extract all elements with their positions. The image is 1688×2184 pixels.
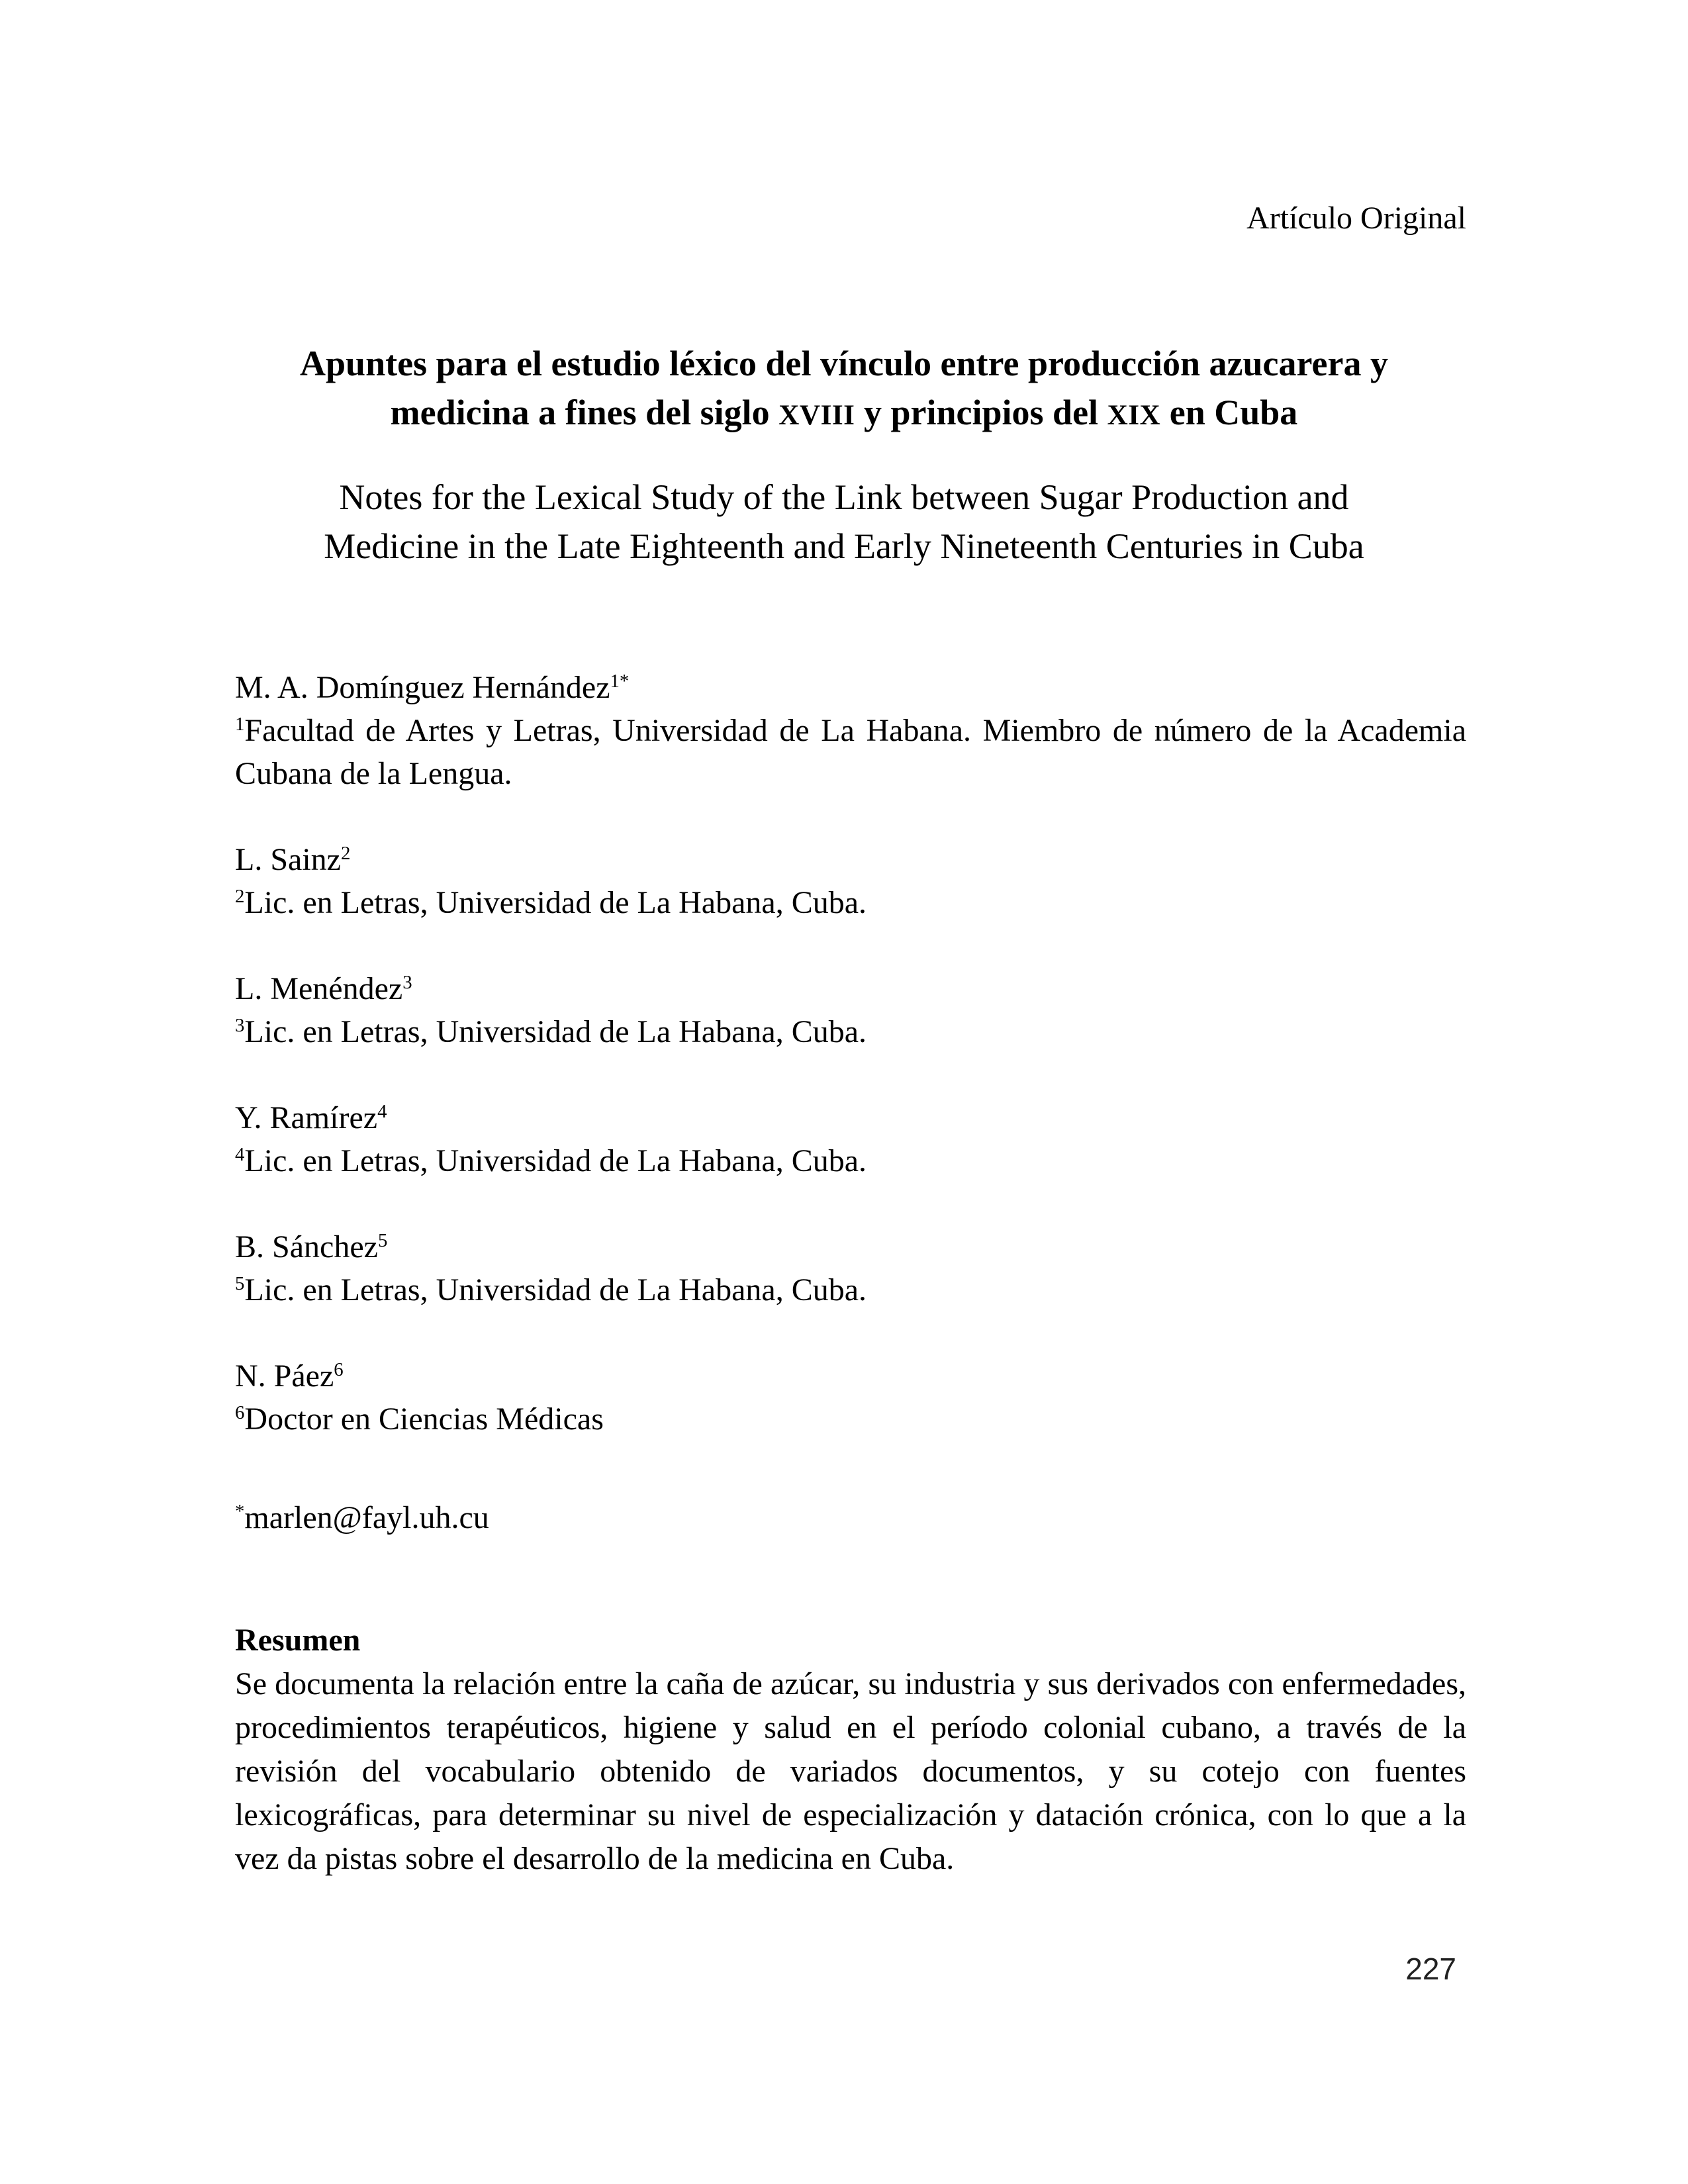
affiliation-marker: 6 xyxy=(235,1402,245,1424)
affiliation-text: Doctor en Ciencias Médicas xyxy=(244,1401,604,1437)
author-affiliation xyxy=(235,1268,1466,1311)
affiliation-text: Lic. en Letras, Universidad de La Habana, Cuba. xyxy=(244,1143,867,1178)
author-name xyxy=(235,838,1466,881)
title-spanish-line1: Apuntes para el estudio léxico del vínculo entre producción azucarera y xyxy=(300,344,1388,383)
affiliation-marker: 5 xyxy=(235,1273,245,1295)
title-english-line2: Medicine in the Late Eighteenth and Early Nineteenth Centuries in Cuba xyxy=(324,526,1364,566)
title-spanish xyxy=(199,339,1489,440)
title-es-line2-post: en Cuba xyxy=(1160,393,1298,432)
page-number: 227 xyxy=(1405,1952,1456,1986)
title-english-line1: Notes for the Lexical Study of the Link between Sugar Production and xyxy=(339,477,1349,517)
author-marker: 5 xyxy=(377,1230,388,1252)
author-block xyxy=(235,1096,1466,1182)
author-marker: 2 xyxy=(340,843,351,865)
article-type-label: Artículo Original xyxy=(1246,201,1466,236)
affiliation-text: Lic. en Letras, Universidad de La Habana, Cuba. xyxy=(244,1014,867,1049)
author-name xyxy=(235,1354,1466,1398)
title-es-line2-mid: y principios del xyxy=(855,393,1107,432)
abstract-heading: Resumen xyxy=(235,1623,361,1658)
author-affiliation xyxy=(235,881,1466,924)
author-marker: 6 xyxy=(334,1359,344,1381)
author-name xyxy=(235,666,1466,709)
author-name-text: B. Sánchez xyxy=(235,1229,378,1264)
author-affiliation xyxy=(235,709,1466,795)
author-marker: 1* xyxy=(610,671,630,692)
email-text: marlen@fayl.uh.cu xyxy=(244,1500,489,1535)
affiliation-marker: 4 xyxy=(235,1144,245,1166)
abstract-text: Se documenta la relación entre la caña de azúcar, su industria y sus derivados con enfermedades, procedimientos terapéuticos, higiene y salud en el período colonial cubano, a través de la revisión del vocabulario obtenido de variados documentos, y su cotejo con fuentes lexicográficas, para determinar su nivel de especialización y datación crónica, con lo que a la vez da pistas sobre el desarrollo de la medicina en Cuba. xyxy=(235,1666,1466,1876)
author-name-text: N. Páez xyxy=(235,1358,334,1394)
author-block xyxy=(235,1225,1466,1311)
author-block xyxy=(235,967,1466,1053)
author-affiliation xyxy=(235,1010,1466,1053)
affiliation-text: Lic. en Letras, Universidad de La Habana, Cuba. xyxy=(244,885,867,920)
author-affiliation xyxy=(235,1139,1466,1182)
affiliation-marker: 3 xyxy=(235,1015,245,1037)
title-spanish-line2 xyxy=(199,388,1489,440)
author-block xyxy=(235,838,1466,924)
author-name xyxy=(235,1225,1466,1268)
title-english xyxy=(199,473,1489,571)
title-es-roman-xviii: XVIII xyxy=(778,400,855,431)
affiliation-marker: 2 xyxy=(235,886,245,908)
author-name-text: L. Menéndez xyxy=(235,971,403,1006)
author-marker: 3 xyxy=(402,972,412,994)
affiliation-marker: 1 xyxy=(235,714,245,736)
abstract-section xyxy=(235,1619,1466,1881)
author-block xyxy=(235,666,1466,795)
affiliation-text: Facultad de Artes y Letras, Universidad de La Habana. Miembro de número de la Academia Cubana de la Lengua. xyxy=(235,713,1466,791)
title-es-line2-pre: medicina a fines del siglo xyxy=(390,393,779,432)
author-block xyxy=(235,1354,1466,1441)
author-name xyxy=(235,1096,1466,1139)
author-affiliation xyxy=(235,1398,1466,1441)
corresponding-email xyxy=(235,1496,1466,1539)
author-section xyxy=(235,666,1466,1539)
affiliation-text: Lic. en Letras, Universidad de La Habana, Cuba. xyxy=(244,1272,867,1307)
author-marker: 4 xyxy=(377,1101,387,1123)
author-name-text: M. A. Domínguez Hernández xyxy=(235,670,610,705)
author-name xyxy=(235,967,1466,1010)
author-name-text: Y. Ramírez xyxy=(235,1100,378,1135)
author-name-text: L. Sainz xyxy=(235,842,341,877)
corresponding-marker: * xyxy=(235,1501,245,1523)
title-es-roman-xix: XIX xyxy=(1107,400,1161,431)
